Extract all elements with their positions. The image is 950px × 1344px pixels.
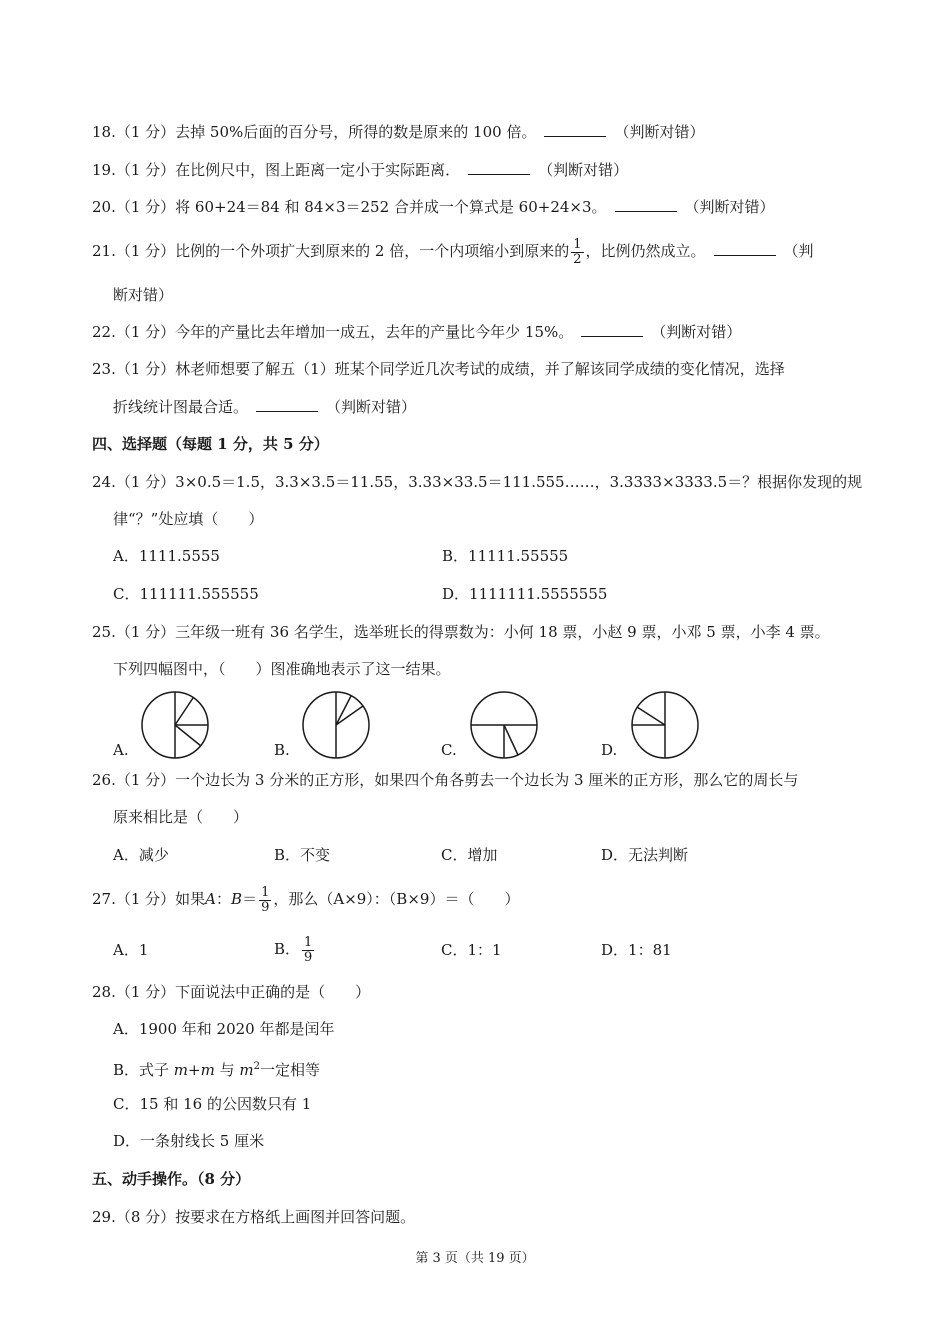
page-footer: 第 3 页（共 19 页）: [415, 1251, 535, 1266]
question-19: 19.（1 分）在比例尺中，图上距离一定小于实际距离． （判断对错）: [92, 161, 629, 179]
question-25: 25.（1 分）三年级一班有 36 名学生，选举班长的得票数为：小何 18 票，小赵 9 票，小邓 5 票，小李 4 票。: [92, 623, 830, 641]
option-c[interactable]: C．1：1: [441, 941, 502, 959]
option-a[interactable]: A．1900 年和 2020 年都是闰年: [113, 1020, 335, 1038]
answer-blank[interactable]: [544, 122, 606, 137]
option-d[interactable]: D．无法判断: [601, 846, 689, 864]
pie-chart-a[interactable]: [139, 689, 211, 761]
question-24-line2: 律“？”处应填（ ）: [113, 510, 264, 528]
pie-chart-d[interactable]: [629, 689, 701, 761]
question-26: 26.（1 分）一个边长为 3 分米的正方形，如果四个角各剪去一个边长为 3 厘米的正方形，那么它的周长与: [92, 771, 799, 789]
question-26-line2: 原来相比是（ ）: [113, 808, 249, 826]
question-29: 29.（8 分）按要求在方格纸上画图并回答问题。: [92, 1208, 416, 1226]
question-22: 22.（1 分）今年的产量比去年增加一成五，去年的产量比今年少 15%。 （判断对错）: [92, 323, 742, 341]
option-d-label[interactable]: D.: [601, 741, 618, 759]
section-title-choice: 四、选择题（每题 1 分，共 5 分）: [92, 435, 329, 453]
question-23-line2: 折线统计图最合适。 （判断对错）: [113, 398, 417, 416]
question-27: 27.（1 分）如果A：B＝ $\frac{1}{9}$ ，那么（A×9）：（B×9）＝（ ）: [92, 884, 520, 915]
option-b[interactable]: B．不变: [274, 846, 331, 864]
section-title-practice: 五、动手操作。（8 分）: [92, 1170, 251, 1188]
question-28: 28.（1 分）下面说法中正确的是（ ）: [92, 983, 371, 1001]
answer-blank[interactable]: [256, 397, 318, 412]
option-d[interactable]: D．一条射线长 5 厘米: [113, 1132, 265, 1150]
answer-blank[interactable]: [615, 197, 677, 212]
option-b[interactable]: B．式子 m+m 与 $m^2$一定相等: [113, 1061, 320, 1079]
option-d[interactable]: D．1111111.5555555: [442, 585, 608, 603]
pie-chart-c[interactable]: [468, 689, 540, 761]
option-c-label[interactable]: C.: [441, 741, 457, 759]
option-a-label[interactable]: A.: [113, 741, 129, 759]
answer-blank[interactable]: [714, 241, 776, 256]
option-d[interactable]: D．1：81: [601, 941, 672, 959]
fraction-one-ninth: $\frac{1}{9}$: [304, 934, 313, 965]
question-21-line2: 断对错）: [113, 286, 174, 304]
question-21: 21.（1 分）比例的一个外项扩大到原来的 2 倍，一个内项缩小到原来的 $\frac{1}{2}$ ，比例仍然成立。 （判: [92, 236, 814, 267]
fraction-one-half: $\frac{1}{2}$: [573, 236, 582, 267]
answer-blank[interactable]: [581, 322, 643, 337]
option-b[interactable]: B． $\frac{1}{9}$: [274, 934, 313, 965]
question-18: 18.（1 分）去掉 50%后面的百分号，所得的数是原来的 100 倍。 （判断对错）: [92, 123, 705, 141]
question-24: 24.（1 分）3×0.5＝1.5，3.3×3.5＝11.55，3.33×33.5＝111.555……，3.3333×3333.5＝？根据你发现的规: [92, 473, 863, 491]
option-c[interactable]: C．增加: [441, 846, 498, 864]
fraction-one-ninth: $\frac{1}{9}$: [261, 884, 270, 915]
question-23: 23.（1 分）林老师想要了解五（1）班某个同学近几次考试的成绩，并了解该同学成绩的变化情况，选择: [92, 360, 785, 378]
option-a[interactable]: A．减少: [113, 846, 169, 864]
question-25-line2: 下列四幅图中，（ ）图准确地表示了这一结果。: [113, 660, 451, 678]
question-20: 20.（1 分）将 60+24＝84 和 84×3＝252 合并成一个算式是 60+24×3。 （判断对错）: [92, 198, 775, 216]
option-c[interactable]: C．15 和 16 的公因数只有 1: [113, 1095, 312, 1113]
pie-chart-b[interactable]: [300, 689, 372, 761]
option-c[interactable]: C．111111.555555: [113, 585, 259, 603]
answer-blank[interactable]: [468, 160, 530, 175]
option-b-label[interactable]: B.: [274, 741, 290, 759]
option-b[interactable]: B．11111.55555: [442, 547, 569, 565]
option-a[interactable]: A．1111.5555: [113, 547, 220, 565]
option-a[interactable]: A．1: [113, 941, 149, 959]
